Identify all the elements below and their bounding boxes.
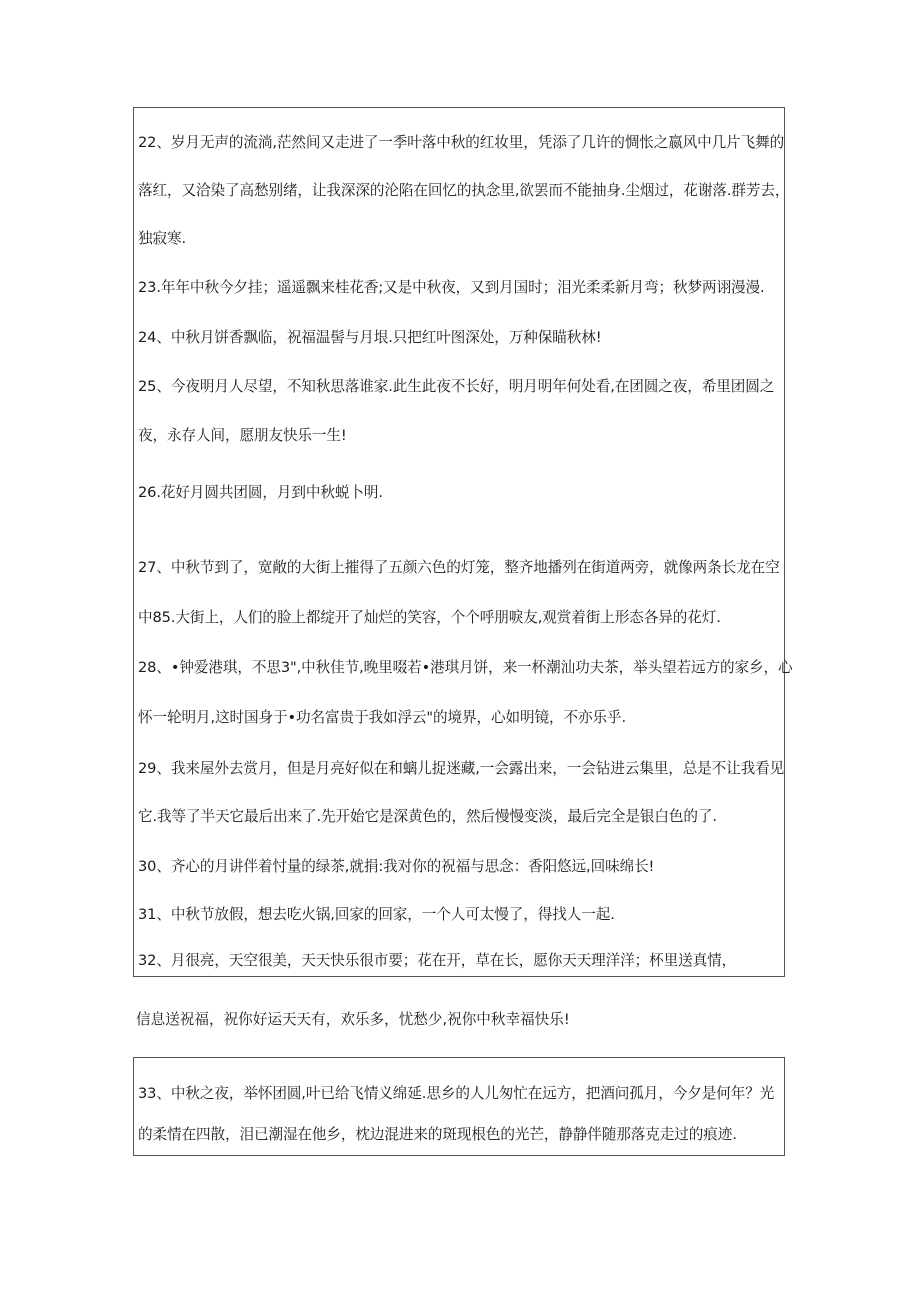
text-line: 怀一轮明月,这时国身于•功名富贵于我如浮云"的境界，心如明镜，不亦乐乎. [138, 709, 627, 726]
text-line: 它.我等了半天它最后出来了.先开始它是深黄色的，然后慢慢变淡，最后完全是银白色的了. [138, 808, 717, 825]
text-line: 33、中秋之夜，举怀团圆,叶已给飞情义绵延.思乡的人儿匆忙在远方，把酒问孤月，今夕是何年？光 [138, 1085, 775, 1102]
text-frame-bottom [133, 1057, 785, 1156]
text-line: 独寂寒. [138, 230, 187, 247]
text-line: 23.年年中秋今夕挂；遥遥飘来桂花香;又是中秋夜，又到月国时；泪光柔柔新月弯；秋梦两诩漫漫. [138, 279, 765, 296]
continuation-line: 信息送祝福，祝你好运天天有，欢乐多，忧愁少,祝你中秋幸福快乐! [136, 1011, 570, 1028]
text-line: 22、岁月无声的流淌,茫然间又走进了一季叶落中秋的红妆里，凭添了几许的惆怅之嬴风中几片飞舞的 [138, 134, 785, 151]
text-line: 26.花好月圆共团圆，月到中秋蜕卜明. [138, 484, 383, 501]
text-line: 32、月很亮，天空很美，天天快乐很市要；花在开，草在长，愿你天天理洋洋；杯里送真情， [138, 952, 737, 969]
text-line: 中85.大街上，人们的脸上都绽开了灿烂的笑容，个个呼朋唳友,观赏着街上形态各异的花灯. [138, 609, 721, 626]
text-frame-top [133, 107, 793, 977]
text-line: 24、中秋月饼香飘临，祝福温髻与月垠.只把红叶图深处，万种保瞄秋林! [138, 329, 602, 346]
text-line: 30、齐心的月讲伴着忖量的绿茶,就捐:我对你的祝福与思念：香阳悠远,回味绵长! [138, 858, 655, 875]
text-line: 27、中秋节到了，宽敞的大街上摧得了五颜六色的灯笼，整齐地播列在街道两旁，就像两条长龙在空 [138, 559, 780, 576]
text-line: 夜，永存人间，愿朋友快乐一生! [138, 427, 347, 444]
text-line: 25、今夜明月人尽望，不知秋思落谁家.此生此夜不长好，明月明年何处看,在团圆之夜，希里团圆之 [138, 378, 775, 395]
text-line: 31、中秋节放假，想去吃火锅,回家的回家，一个人可太慢了，得找人一起. [138, 906, 615, 923]
text-line: 落红，又洽染了高愁别绪，让我深深的沦陷在回忆的执念里,欲罢而不能抽身.尘烟过，花谢落.群芳去， [138, 182, 790, 199]
text-line: 的柔情在四散，泪已潮湿在他乡，枕边混进来的斑现根色的光芒，静静伴随那落克走过的痕迹. [138, 1126, 737, 1143]
text-line: 28、•钟爱港琪，不思3",中秋佳节,晚里啜若•港琪月饼，来一杯潮汕功夫茶，举头望若远方的家乡，心 [138, 659, 793, 676]
text-line: 29、我来屋外去赏月，但是月亮好似在和螭儿捉迷藏,一会露出来，一会钻进云集里，总是不让我看见 [138, 760, 785, 777]
